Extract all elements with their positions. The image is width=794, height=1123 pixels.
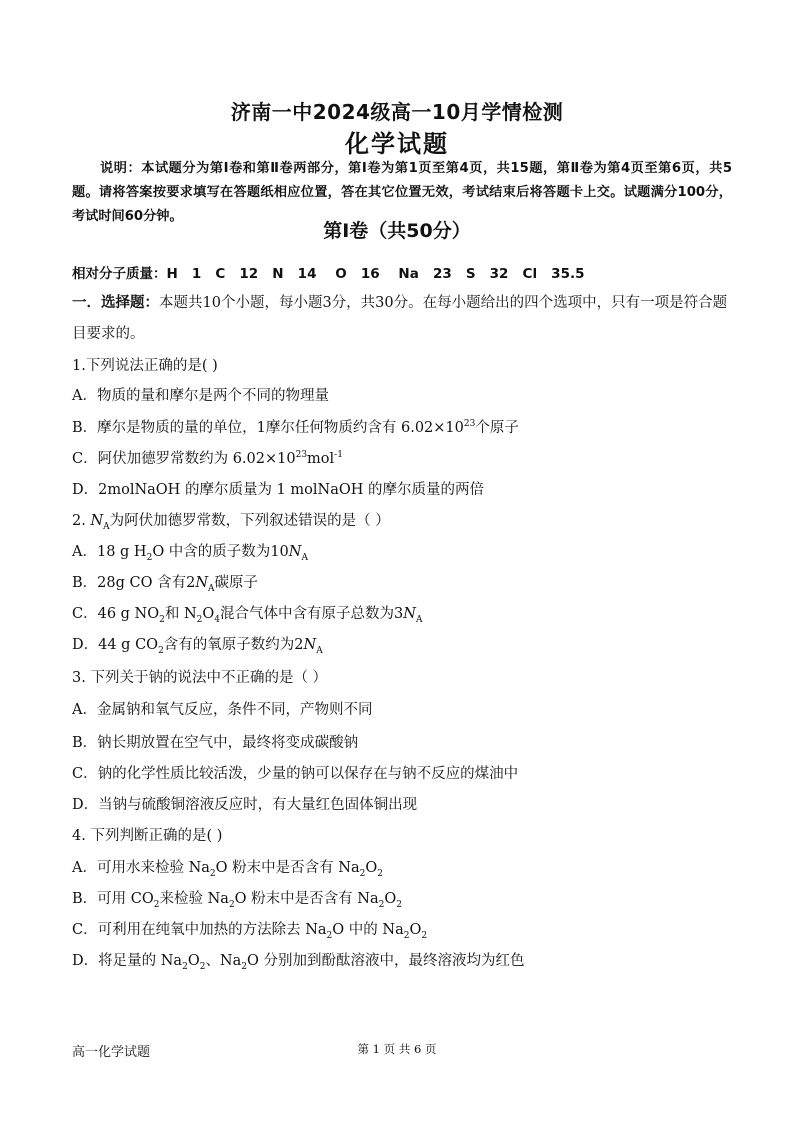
q1-option-c: C．阿伏加德罗常数约为 $6.02\times 10^{23}mol^{-1}$ xyxy=(72,450,343,467)
part-one-header xyxy=(72,288,732,350)
q4-stem: 4. 下列判断正确的是( ) xyxy=(72,828,223,844)
page-number: 第 1 页 共 6 页 xyxy=(357,1042,437,1056)
q2-stem: 2. $N_A$为阿伏加德罗常数，下列叙述错误的是（ ） xyxy=(72,513,390,532)
q1-stem: 1.下列说法正确的是( ) xyxy=(72,358,218,374)
q4-option-b: B．可用 $CO_2$来检验 $Na_2O$ 粉末中是否含有 $Na_2O_2$ xyxy=(72,891,402,910)
q2-option-d: D．44 g $CO_2$含有的氧原子数约为$2N_A$ xyxy=(72,637,323,656)
part-one-label: 一．选择题： xyxy=(72,295,159,311)
q3-stem: 3. 下列关于钠的说法中不正确的是（ ） xyxy=(72,670,328,686)
q3-option-d: D．当钠与硫酸铜溶液反应时，有大量红色固体铜出现 xyxy=(72,797,418,813)
q2-option-b: B．28g CO 含有$2N_A$碳原子 xyxy=(72,575,259,594)
q2-option-c: C．46 g $NO_2$和 $N_2O_4$混合气体中含有原子总数为$3N_A$ xyxy=(72,606,423,625)
q1-option-d: D．2molNaOH 的摩尔质量为 1 molNaOH 的摩尔质量的两倍 xyxy=(72,482,484,498)
q2-option-a: A．18 g $H_2O$ 中含的质子数为$10N_A$ xyxy=(72,544,308,563)
q1-option-b: B．摩尔是物质的量的单位，1摩尔任何物质约含有 $6.02\times 10^{23}$个原子 xyxy=(72,419,519,436)
q3-option-a: A．金属钠和氧气反应，条件不同，产物则不同 xyxy=(72,702,373,718)
q4-option-c: C．可利用在纯氧中加热的方法除去 $Na_2O$ 中的 $Na_2O_2$ xyxy=(72,922,428,941)
part-one-text: 本题共10个小题，每小题3分，共30分。在每小题给出的四个选项中，只有一项是符合题目要求的。 xyxy=(72,295,728,342)
atomic-masses: 相对分子质量：H 1 C 12 N 14 O 16 Na 23 S 32 Cl 35.5 xyxy=(72,266,585,282)
q1-option-a: A．物质的量和摩尔是两个不同的物理量 xyxy=(72,388,329,404)
subject-title: 化学试题 xyxy=(345,130,449,158)
q3-option-c: C．钠的化学性质比较活泼，少量的钠可以保存在与钠不反应的煤油中 xyxy=(72,766,519,782)
q3-option-b: B．钠长期放置在空气中，最终将变成碳酸钠 xyxy=(72,735,359,751)
footer-subject: 高一化学试题 xyxy=(72,1045,151,1060)
exam-title: 济南一中2024级高一10月学情检测 xyxy=(230,100,564,124)
section-title: 第Ⅰ卷（共50分） xyxy=(323,220,471,242)
q4-option-a: A．可用水来检验 $Na_2O$ 粉末中是否含有 $Na_2O_2$ xyxy=(72,860,383,879)
instructions: 说明：本试题分为第Ⅰ卷和第Ⅱ卷两部分，第Ⅰ卷为第1页至第4页，共15题，第Ⅱ卷为第4页至第6页，共5题。请将答案按要求填写在答题纸相应位置，答在其它位置无效，考试结束后将答题卡上交。试题满分100分，考试时间60分钟。 xyxy=(72,161,732,224)
q4-option-d: D．将足量的 $Na_2O_2$、$Na_2O$ 分别加到酚酞溶液中，最终溶液均为红色 xyxy=(72,953,525,972)
